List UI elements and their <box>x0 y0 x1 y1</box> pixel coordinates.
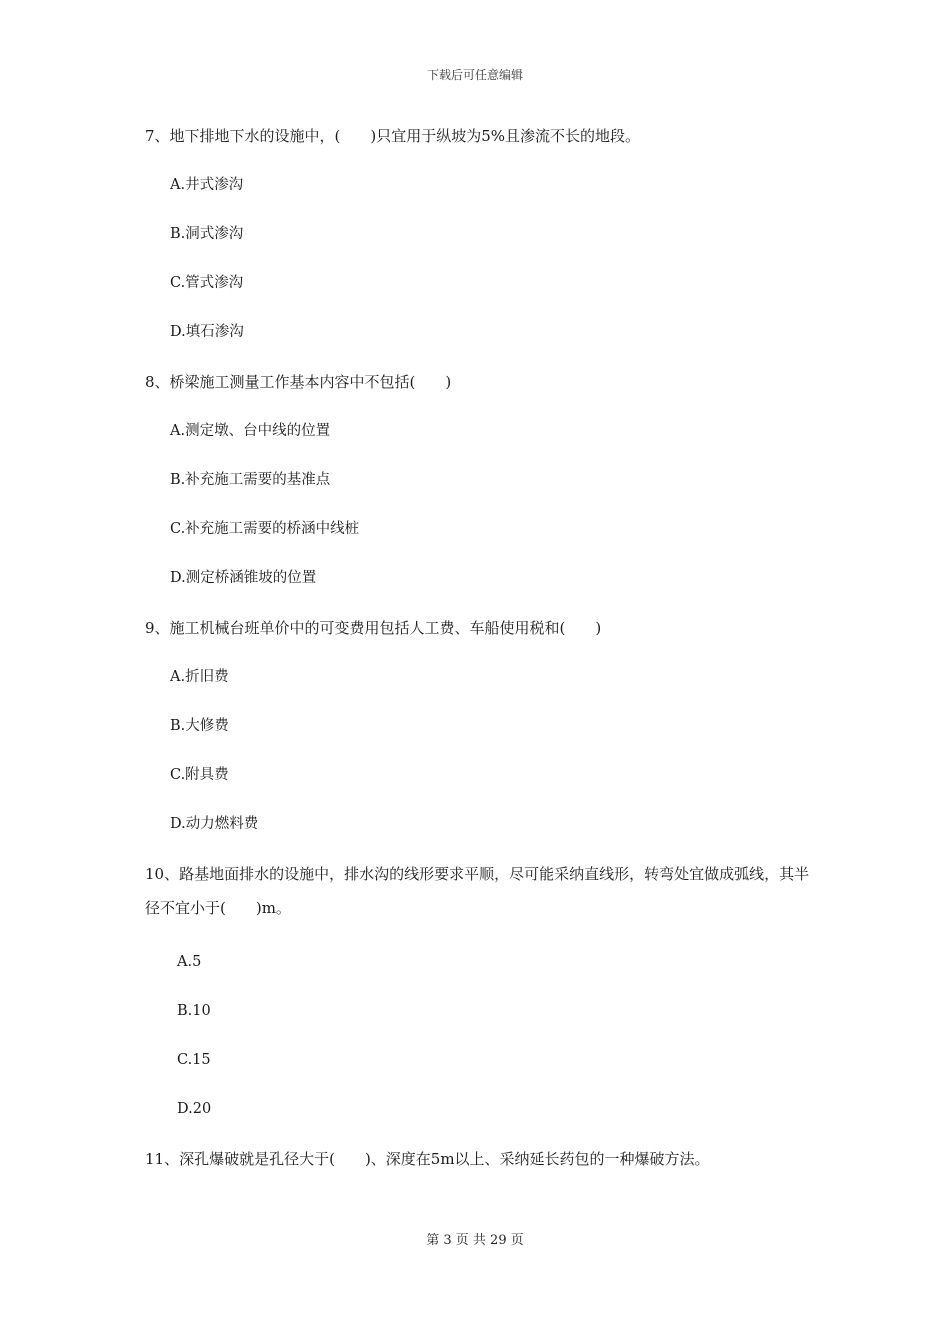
question-10-option-a: A.5 <box>177 954 202 970</box>
question-9-option-c: C.附具费 <box>170 767 229 783</box>
question-10-option-b: B.10 <box>177 1003 211 1019</box>
question-7-option-a: A.井式渗沟 <box>170 177 244 193</box>
question-9-option-b: B.大修费 <box>170 718 229 734</box>
question-9-stem: 9、施工机械台班单价中的可变费用包括人工费、车船使用税和( ) <box>145 619 602 637</box>
page-footer: 第 3 页 共 29 页 <box>426 1233 524 1248</box>
question-7-option-b: B.洞式渗沟 <box>170 226 244 242</box>
question-7-option-c: C.管式渗沟 <box>170 275 244 291</box>
question-10-option-d: D.20 <box>177 1101 212 1117</box>
question-8-option-b: B.补充施工需要的基准点 <box>170 472 331 488</box>
question-7-stem: 7、地下排地下水的设施中，( )只宜用于纵坡为5%且渗流不长的地段。 <box>145 127 641 145</box>
question-8-option-c: C.补充施工需要的桥涵中线桩 <box>170 521 360 537</box>
question-10-option-c: C.15 <box>177 1052 211 1068</box>
question-7-option-d: D.填石渗沟 <box>170 324 244 340</box>
question-9-option-d: D.动力燃料费 <box>170 816 259 832</box>
question-8-stem: 8、桥梁施工测量工作基本内容中不包括( ) <box>145 373 452 391</box>
page-header: 下载后可任意编辑 <box>426 68 523 82</box>
question-8-option-d: D.测定桥涵锥坡的位置 <box>170 570 317 586</box>
question-10-stem: 10、路基地面排水的设施中，排水沟的线形要求平顺，尽可能采纳直线形，转弯处宜做成弧线，其半径不宜小于( )m。 <box>145 865 810 917</box>
question-8-option-a: A.测定墩、台中线的位置 <box>170 423 331 439</box>
question-11-stem: 11、深孔爆破就是孔径大于( )、深度在5m以上、采纳延长药包的一种爆破方法。 <box>145 1150 710 1168</box>
question-9-option-a: A.折旧费 <box>170 669 229 685</box>
